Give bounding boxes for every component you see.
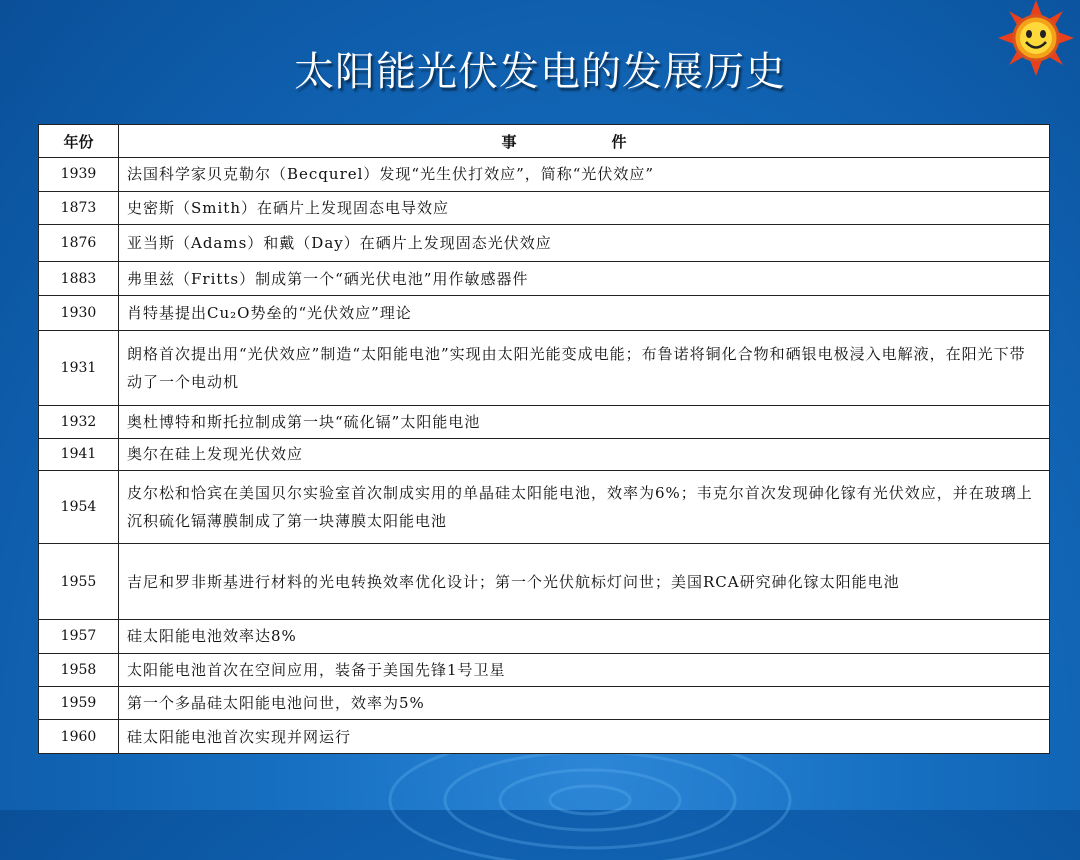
smiling-sun-icon	[998, 0, 1074, 76]
event-cell: 硅太阳能电池效率达8%	[119, 619, 1050, 654]
event-cell: 第一个多晶硅太阳能电池问世，效率为5%	[119, 686, 1050, 720]
year-cell: 1883	[39, 261, 119, 296]
table-row	[39, 296, 1050, 331]
year-cell: 1941	[39, 438, 119, 471]
table-row	[39, 619, 1050, 654]
table-row	[39, 471, 1050, 544]
year-column-header: 年份	[39, 125, 119, 158]
slide-title: 太阳能光伏发电的发展历史	[294, 49, 786, 95]
event-cell: 史密斯（Smith）在硒片上发现固态电导效应	[119, 191, 1050, 225]
year-cell: 1957	[39, 619, 119, 654]
table-row	[39, 720, 1050, 754]
year-cell: 1932	[39, 406, 119, 439]
event-cell: 太阳能电池首次在空间应用，装备于美国先锋1号卫星	[119, 654, 1050, 687]
table-row	[39, 544, 1050, 619]
history-table-panel	[38, 124, 1050, 754]
event-cell: 奥杜博特和斯托拉制成第一块“硫化镉”太阳能电池	[119, 406, 1050, 439]
year-cell: 1876	[39, 225, 119, 262]
table-row	[39, 330, 1050, 405]
table-row	[39, 225, 1050, 262]
event-cell: 法国科学家贝克勒尔（Becqurel）发现“光生伏打效应”，简称“光伏效应”	[119, 158, 1050, 192]
event-cell: 肖特基提出Cu₂O势垒的“光伏效应”理论	[119, 296, 1050, 331]
event-cell: 朗格首次提出用“光伏效应”制造“太阳能电池”实现由太阳光能变成电能；布鲁诺将铜化合物和硒银电极浸入电解液，在阳光下带动了一个电动机	[119, 330, 1050, 405]
event-cell: 皮尔松和恰宾在美国贝尔实验室首次制成实用的单晶硅太阳能电池，效率为6%；韦克尔首次发现砷化镓有光伏效应，并在玻璃上沉积硫化镉薄膜制成了第一块薄膜太阳能电池	[119, 471, 1050, 544]
year-cell: 1959	[39, 686, 119, 720]
table-row	[39, 191, 1050, 225]
table-row	[39, 686, 1050, 720]
year-cell: 1939	[39, 158, 119, 192]
year-cell: 1930	[39, 296, 119, 331]
event-cell: 硅太阳能电池首次实现并网运行	[119, 720, 1050, 754]
event-cell: 吉尼和罗非斯基进行材料的光电转换效率优化设计；第一个光伏航标灯问世；美国RCA研究砷化镓太阳能电池	[119, 544, 1050, 619]
table-row	[39, 438, 1050, 471]
table-row	[39, 406, 1050, 439]
year-cell: 1960	[39, 720, 119, 754]
table-row	[39, 654, 1050, 687]
table-header-row	[39, 125, 1050, 158]
event-cell: 奥尔在硅上发现光伏效应	[119, 438, 1050, 471]
year-cell: 1873	[39, 191, 119, 225]
year-cell: 1958	[39, 654, 119, 687]
table-row	[39, 158, 1050, 192]
year-cell: 1931	[39, 330, 119, 405]
event-cell: 亚当斯（Adams）和戴（Day）在硒片上发现固态光伏效应	[119, 225, 1050, 262]
year-cell: 1954	[39, 471, 119, 544]
table-row	[39, 261, 1050, 296]
event-column-header: 事 件	[119, 125, 1050, 158]
event-cell: 弗里兹（Fritts）制成第一个“硒光伏电池”用作敏感器件	[119, 261, 1050, 296]
year-cell: 1955	[39, 544, 119, 619]
history-table	[38, 124, 1050, 754]
